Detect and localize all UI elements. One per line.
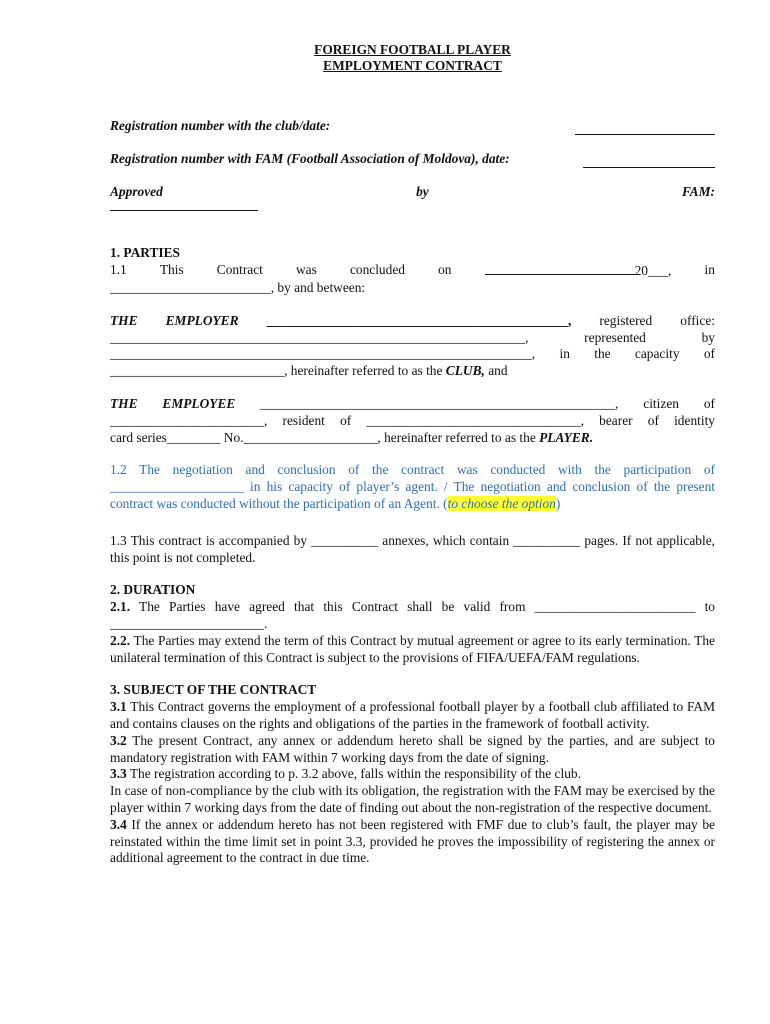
clause-3-3-text: The registration according to p. 3.2 above, falls within the responsibility of the club.	[126, 766, 581, 782]
clause-1-1-word: concluded	[349, 262, 405, 278]
registration-fam-row	[110, 151, 715, 168]
clause-2-1-text: The Parties have agreed that this Contract shall be valid from ________________________ to _______________________.	[110, 599, 715, 631]
employee-citizen-label: citizen of	[618, 395, 715, 411]
clause-3-3-number: 3.3	[110, 766, 127, 782]
approved-by: by	[416, 183, 429, 199]
registration-club-blank[interactable]	[575, 122, 715, 135]
date-blank[interactable]	[485, 262, 635, 275]
employer-line-4	[110, 363, 715, 380]
approved-fam: FAM:	[681, 183, 715, 199]
section-duration-heading: 2. DURATION	[110, 582, 196, 598]
document-title	[110, 42, 715, 74]
approved-row	[110, 184, 715, 201]
clause-1-1-number: 1.1	[110, 262, 127, 278]
clause-3-2-text: The present Contract, any annex or addendum hereto shall be signed by the parties, and are subject to mandatory registration with FAM within 7 working days from the date of signing.	[110, 732, 715, 765]
employee-line-2: _______________________, resident of ________________________________, bearer of identity	[110, 412, 715, 428]
clause-1-1-word: Contract	[216, 262, 263, 278]
employer-line-3: _______________________________________________________________, in the capacity of	[110, 346, 715, 362]
clause-3-2-number: 3.2	[110, 732, 127, 748]
employee-line-1	[110, 396, 715, 413]
clause-3-1-text: This Contract governs the employment of a professional football player by a football club affiliated to FAM and contains clauses on the rights and obligations of the parties in the framework of football activity.	[110, 699, 715, 731]
clause-3-2	[110, 733, 715, 767]
registration-fam-label: Registration number with FAM (Football Association of Moldova), date:	[110, 150, 510, 166]
clause-1-2	[110, 462, 715, 512]
clause-3-4-number: 3.4	[110, 816, 127, 832]
clause-1-2-text: 1.2 The negotiation and conclusion of the contract was conducted with the participation of ____________________ in his capacity of player’s agent. / The negotiation and conclusion of the present contract was conducted without the participation of an Agent. (	[110, 462, 715, 511]
player-term: PLAYER.	[539, 429, 594, 445]
clause-3-4	[110, 817, 715, 867]
employer-line-1	[110, 313, 715, 330]
clause-1-1-line	[110, 262, 715, 280]
approved-signature-line[interactable]	[110, 200, 258, 211]
clause-1-2-close: )	[555, 495, 561, 511]
clause-1-1-year: 20___,	[634, 263, 672, 279]
clause-2-2	[110, 633, 715, 667]
choose-option-highlight: to choose the option	[447, 495, 556, 511]
registration-club-row	[110, 118, 715, 135]
clause-3-4-text: If the annex or addendum hereto has not been registered with FMF due to club’s fault, the player may be reinstated within the time limit set in point 3.3, provided he proves the impossibility of registering the annex or additional agreement to the contract in due time.	[110, 816, 715, 866]
section-parties-heading: 1. PARTIES	[110, 245, 180, 261]
clause-1-1-word: This	[159, 262, 184, 278]
clause-1-1-word: on	[438, 262, 452, 278]
registration-club-label: Registration number with the club/date:	[110, 118, 331, 133]
clause-2-1-number: 2.1.	[110, 599, 131, 615]
approved-label: Approved	[110, 183, 163, 199]
clause-3-3	[110, 766, 715, 783]
registration-fam-blank[interactable]	[583, 155, 715, 168]
clause-2-1	[110, 599, 715, 633]
employee-label: THE EMPLOYEE	[110, 395, 236, 411]
document-body	[110, 42, 715, 867]
section-subject-heading: 3. SUBJECT OF THE CONTRACT	[110, 682, 317, 698]
clause-3-3-continued: In case of non-compliance by the club with its obligation, the registration with the FAM may be exercised by the player within 7 working days from the date of finding out about the non-registration of the respective document.	[110, 783, 715, 815]
title-line-1: FOREIGN FOOTBALL PLAYER	[314, 42, 511, 57]
employee-name-blank[interactable]: _____________________________________________________,	[235, 395, 619, 411]
clause-1-1-line-2: ________________________, by and between:	[110, 279, 366, 295]
employee-line-3	[110, 430, 715, 447]
employer-line-2: ______________________________________________________________, represented by	[110, 329, 715, 345]
clause-1-1-in: in	[704, 262, 715, 278]
title-line-2: EMPLOYMENT CONTRACT	[323, 58, 502, 73]
club-term: CLUB,	[445, 363, 485, 379]
employer-label: THE EMPLOYER	[110, 312, 239, 328]
employer-line-4-text: __________________________, hereinafter referred to as the	[110, 363, 446, 379]
employer-line-4-and: and	[484, 363, 508, 379]
employer-office-label: registered office:	[571, 312, 715, 328]
employer-name-blank[interactable]: _____________________________________________,	[266, 312, 572, 328]
clause-1-1-date	[485, 262, 672, 280]
clause-2-2-text: The Parties may extend the term of this Contract by mutual agreement or agree to its early termination. The unilateral termination of this Contract is subject to the provisions of FIFA/UEFA/FAM regulations.	[110, 632, 715, 665]
clause-2-2-number: 2.2.	[110, 632, 131, 648]
clause-3-1	[110, 699, 715, 733]
employee-line-3-text: card series________ No.____________________, hereinafter referred to as the	[110, 429, 540, 445]
clause-1-1-word: was	[296, 262, 317, 278]
clause-3-1-number: 3.1	[110, 699, 127, 715]
clause-1-3: 1.3 This contract is accompanied by __________ annexes, which contain __________ pages. If not applicable, this point is not completed.	[110, 532, 715, 565]
